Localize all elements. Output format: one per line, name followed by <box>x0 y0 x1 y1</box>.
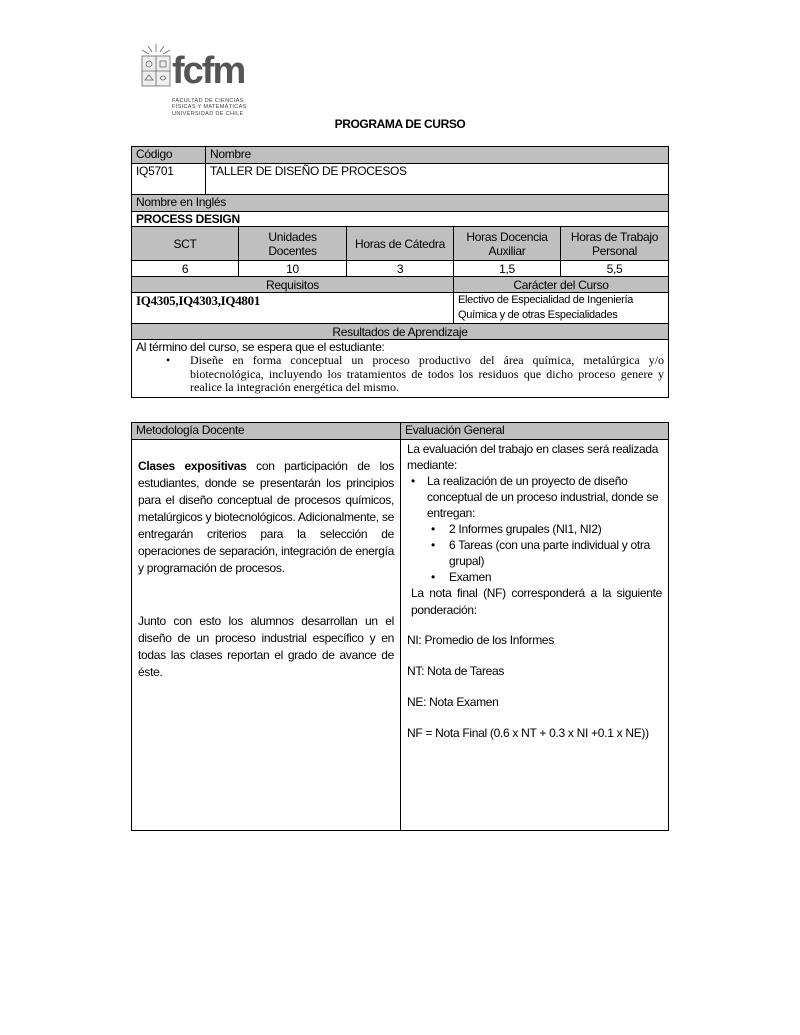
evaluation-main-item <box>407 473 662 585</box>
horas-auxiliar-header: Horas Docencia Auxiliar <box>454 227 561 261</box>
horas-personal-value: 5,5 <box>561 261 669 277</box>
horas-personal-header: Horas de Trabajo Personal <box>561 227 669 261</box>
english-name: PROCESS DESIGN <box>132 212 669 227</box>
code-label: Código <box>132 147 206 164</box>
methodology-bold-lead: Clases expositivas <box>138 459 247 473</box>
requisites-value: IQ4305,IQ4303,IQ4801 <box>132 293 454 324</box>
logo-wordmark: fcfm <box>172 50 245 92</box>
character-value: Electivo de Especialidad de Ingeniería Química y de otras Especialidades <box>454 293 669 324</box>
formula-ne: NE: Nota Examen <box>407 695 499 709</box>
methodology-label: Metodología Docente <box>132 423 401 440</box>
formula-nf: NF = Nota Final (0.6 x NT + 0.3 x NI +0.1 x NE)) <box>407 726 649 740</box>
formula-ni: NI: Promedio de los Informes <box>407 633 554 647</box>
course-info-table <box>131 146 669 398</box>
unidades-header: Unidades Docentes <box>239 227 347 261</box>
methodology-paragraph-2: Junto con esto los alumnos desarrollan un el diseño de un proceso industrial específico y en todas las clases reportan el grado de avance de éste. <box>138 614 394 679</box>
methodology-paragraph-1-text: con participación de los estudiantes, donde se presentarán los principios para el diseño conceptual de procesos químicos, metalúrgicos y biotecnológicos. Adicionalmente, se entregarán criterios para la selección de operaciones de separación, integración de energía y programación de procesos. <box>138 459 394 575</box>
evaluation-intro: La evaluación del trabajo en clases será realizada mediante: <box>407 442 659 472</box>
sct-header: SCT <box>132 227 239 261</box>
results-item: • Diseñe en forma conceptual un proceso productivo del área química, metalúrgica y/o biotecnológica, incluyendo los tratamientos de todos los residuos que dicho proceso genere y realice la integración energética del mismo. <box>136 354 664 395</box>
logo-subtitle-line: FACULTAD DE CIENCIAS <box>172 98 244 104</box>
evaluation-sub-item: • 2 Informes grupales (NI1, NI2) <box>427 521 662 537</box>
horas-catedra-value: 3 <box>347 261 454 277</box>
course-name: TALLER DE DISEÑO DE PROCESOS <box>206 164 669 195</box>
requisites-label: Requisitos <box>132 277 454 293</box>
course-code: IQ5701 <box>132 164 206 195</box>
methodology-paragraph-1 <box>138 458 394 577</box>
logo-subtitle-line: FÍSICAS Y MATEMÁTICAS <box>172 104 247 111</box>
evaluation-content <box>401 440 669 831</box>
results-label: Resultados de Aprendizaje <box>132 324 669 340</box>
document-title: PROGRAMA DE CURSO <box>334 117 466 131</box>
results-intro: Al término del curso, se espera que el estudiante: <box>136 340 385 354</box>
formula-nt: NT: Nota de Tareas <box>407 664 505 678</box>
name-label: Nombre <box>206 147 669 164</box>
methodology-content <box>132 440 401 831</box>
horas-catedra-header: Horas de Cátedra <box>347 227 454 261</box>
evaluation-final-text: La nota final (NF) corresponderá a la siguiente ponderación: <box>411 586 662 617</box>
university-crest-icon <box>136 42 176 88</box>
unidades-value: 10 <box>239 261 347 277</box>
sct-value: 6 <box>132 261 239 277</box>
methodology-evaluation-table <box>131 422 669 831</box>
evaluation-sub-item: • Examen <box>427 569 662 585</box>
evaluation-sub-item: • 6 Tareas (con una parte individual y otra grupal) <box>427 537 662 569</box>
english-name-label: Nombre en Inglés <box>132 195 669 212</box>
results-content <box>132 340 669 398</box>
logo-subtitle-line: UNIVERSIDAD DE CHILE <box>172 110 244 117</box>
logo-subtitle <box>172 98 247 117</box>
evaluation-label: Evaluación General <box>401 423 669 440</box>
evaluation-main-item-text: La realización de un proyecto de diseño conceptual de un proceso industrial, donde se entregan: <box>427 474 659 520</box>
horas-auxiliar-value: 1,5 <box>454 261 561 277</box>
character-label: Carácter del Curso <box>454 277 669 293</box>
